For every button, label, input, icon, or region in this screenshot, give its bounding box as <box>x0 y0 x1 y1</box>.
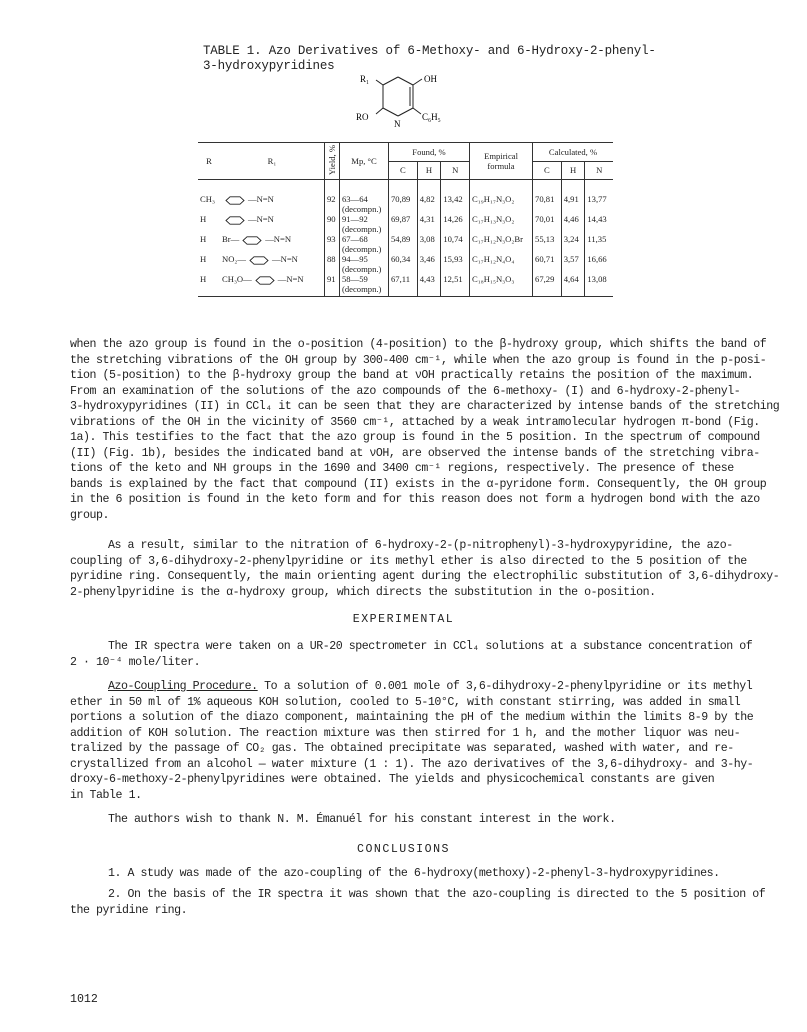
cell-fn: 12,51 <box>441 274 470 297</box>
text-line: From an examination of the solutions of the azo compounds of the 6-methoxy- (I) and 6-hydroxy-2-phenyl- <box>70 384 741 398</box>
text-line: group. <box>70 508 110 522</box>
text-line: 2 · 10⁻⁴ mole/liter. <box>70 655 201 669</box>
cell-yield: 92 <box>325 180 340 215</box>
cell-fn: 14,26 <box>441 214 470 234</box>
mp-value: 94—95 <box>342 254 368 265</box>
text-line: The IR spectra were taken on a UR-20 spectrometer in CCl₄ solutions at a substance concentration of <box>108 640 753 653</box>
mp-value: 67—68 <box>342 234 368 245</box>
table-row <box>198 234 613 254</box>
cell-fc: 70,89 <box>389 180 418 215</box>
cell-fh: 4,31 <box>417 214 441 234</box>
cell-r: H <box>200 234 207 245</box>
cell-fc: 54,89 <box>389 234 418 254</box>
paragraph-ir-spectra <box>70 639 753 670</box>
table-caption-line: 3-hydroxypyridines <box>203 59 335 73</box>
col-header-mp: Mp, °C <box>340 143 389 180</box>
paragraph <box>70 538 780 600</box>
cell-mp <box>340 254 389 274</box>
cell-cc: 70,81 <box>533 180 562 215</box>
cell-formula: C₁₇H₁₂N₃O₂Br <box>470 234 533 254</box>
text-line: tion (5-position) to the β-hydroxy group the band at νOH practically retains the position of the maximum. <box>70 369 754 382</box>
mp-decomp: (decompn.) <box>342 204 382 215</box>
col-header-calculated: Calculated, % <box>533 143 613 162</box>
col-header-found: Found, % <box>389 143 470 162</box>
benzene-ring-icon <box>246 256 272 265</box>
cell-fc: 60,34 <box>389 254 418 274</box>
text-line: bands is explained by the fact that compound (II) exists in the α-pyridone form. Consequently, the OH group <box>70 477 767 491</box>
cell-ch: 3,57 <box>561 254 585 274</box>
col-header-calc-h: H <box>561 161 585 180</box>
text-line: pyridine ring. Consequently, the main orienting agent during the electrophilic substitution of 3,6-dihydroxy- <box>70 570 780 583</box>
structure-n-label: N <box>394 119 401 129</box>
text-line: when the azo group is found in the o-position (4-position) to the β-hydroxy group, which shifts the band of <box>70 338 767 351</box>
cell-fn: 13,42 <box>441 180 470 215</box>
paragraph <box>70 887 766 918</box>
text-line <box>70 679 753 695</box>
text-line: 2. On the basis of the IR spectra it was shown that the azo-coupling is directed to the 5 position of <box>108 888 766 901</box>
cell-fn: 10,74 <box>441 234 470 254</box>
cell-cn: 13,08 <box>585 274 613 297</box>
procedure-title: Azo-Coupling Procedure. <box>108 680 258 693</box>
cell-formula: C₁₈H₁₅N₃O₃ <box>470 274 533 297</box>
cell-r1 <box>220 274 325 297</box>
r1-prefix: Br— <box>222 234 240 245</box>
text-line: 2-phenylpyridine is the α-hydroxy group, which directs the substitution in the o-position. <box>70 585 656 599</box>
text-line: droxy-6-methoxy-2-phenylpyridines were obtained. The yields and physicochemical constants are given <box>70 773 715 786</box>
paragraph-ir-discussion <box>70 337 780 523</box>
table-caption-line: TABLE 1. Azo Derivatives of 6-Methoxy- and 6-Hydroxy-2-phenyl- <box>203 44 656 58</box>
cell-r: H <box>200 254 207 265</box>
text-line: in Table 1. <box>70 788 142 802</box>
cell-cn: 16,66 <box>585 254 613 274</box>
acknowledgment-text: The authors wish to thank N. M. Émanuél for his constant interest in the work. <box>108 813 616 826</box>
cell-fh: 4,43 <box>417 274 441 297</box>
structure-r1-label: R₁ <box>360 74 370 84</box>
table-body <box>198 180 613 297</box>
cell-formula: C₁₇H₁₂N₄O₄ <box>470 254 533 274</box>
col-header-calc-c: C <box>533 161 562 180</box>
pyridine-structure-diagram <box>338 70 468 140</box>
structure-ro-label: RO <box>356 112 369 122</box>
cell-cc: 60,71 <box>533 254 562 274</box>
cell-cc: 70,01 <box>533 214 562 234</box>
mp-decomp: (decompn.) <box>342 264 382 275</box>
r1-suffix: —N=N <box>248 194 274 205</box>
col-header-r1: R₁ <box>220 143 325 180</box>
mp-decomp: (decompn.) <box>342 224 382 235</box>
col-header-r: R <box>198 143 220 180</box>
cell-fh: 3,08 <box>417 234 441 254</box>
text-line: tralized by the passage of CO₂ gas. The obtained precipitate was separated, washed with water, and re- <box>70 742 734 755</box>
cell-r1 <box>220 214 325 234</box>
text-line: tions of the keto and NH groups in the 1690 and 3400 cm⁻¹ regions, respectively. The presence of these <box>70 462 734 475</box>
cell-fh: 3,46 <box>417 254 441 274</box>
mp-decomp: (decompn.) <box>342 284 382 295</box>
text-line: As a result, similar to the nitration of 6-hydroxy-2-(p-nitrophenyl)-3-hydroxypyridine, the azo- <box>108 539 733 552</box>
col-header-found-c: C <box>389 161 418 180</box>
text-line: 3-hydroxypyridines (II) in CCl₄ it can be seen that they are characterized by intense bands of the stretching <box>70 400 780 413</box>
procedure-text: To a solution of 0.001 mole of 3,6-dihydroxy-2-phenylpyridine or its methyl <box>257 680 753 693</box>
cell-yield: 90 <box>325 214 340 234</box>
experimental-heading: EXPERIMENTAL <box>352 613 455 626</box>
col-header-found-h: H <box>417 161 441 180</box>
conclusions-heading: CONCLUSIONS <box>356 843 451 856</box>
r1-suffix: —N=N <box>265 234 292 245</box>
benzene-ring-icon <box>222 216 248 225</box>
cell-cn: 11,35 <box>585 234 613 254</box>
cell-r1 <box>220 254 325 274</box>
text-line: coupling of 3,6-dihydroxy-2-phenylpyridine or its methyl ether is also directed to the 5 position of the <box>70 554 747 568</box>
cell-yield: 93 <box>325 234 340 254</box>
cell-r: H <box>200 214 207 225</box>
structure-oh-label: OH <box>424 74 437 84</box>
benzene-ring-icon <box>252 276 278 285</box>
cell-fn: 15,93 <box>441 254 470 274</box>
table-row <box>198 274 613 297</box>
text-line: ether in 50 ml of 1% aqueous KOH solution, cooled to 5-10°C, with constant stirring, was added in small <box>70 695 741 709</box>
cell-formula: C₁₉H₁₇N₃O₂ <box>470 180 533 215</box>
cell-mp <box>340 274 389 297</box>
cell-fh: 4,82 <box>417 180 441 215</box>
text-line: vibrations of the OH in the vicinity of 3560 cm⁻¹, attached by a weak intramolecular hydrogen π-bond (Fig. <box>70 415 760 429</box>
cell-fc: 69,87 <box>389 214 418 234</box>
paragraph-result <box>70 538 780 600</box>
col-header-empirical: Empirical formula <box>470 143 533 180</box>
cell-mp <box>340 180 389 215</box>
acknowledgment <box>70 812 738 828</box>
cell-ch: 4,46 <box>561 214 585 234</box>
paragraph <box>70 337 780 523</box>
cell-r1 <box>220 234 325 254</box>
structure-c6h5-label: C₆H₅ <box>422 112 441 122</box>
col-header-yield-text: Yield, % <box>327 145 337 176</box>
cell-ch: 4,64 <box>561 274 585 297</box>
text-line: the stretching vibrations of the OH group by 300-400 cm⁻¹, while when the azo group is found in the p-posi- <box>70 353 767 367</box>
paragraph <box>70 639 753 670</box>
mp-value: 91—92 <box>342 214 368 225</box>
benzene-ring-icon <box>239 236 265 245</box>
r1-suffix: —N=N <box>272 254 298 265</box>
r1-suffix: —N=N <box>248 214 274 225</box>
paragraph-procedure <box>70 679 754 803</box>
cell-mp <box>340 234 389 254</box>
paragraph <box>70 679 754 803</box>
cell-formula: C₁₇H₁₃N₃O₂ <box>470 214 533 234</box>
benzene-ring-icon <box>222 196 248 205</box>
cell-r1 <box>220 180 325 215</box>
conclusion-1-text: 1. A study was made of the azo-coupling of the 6-hydroxy(methoxy)-2-phenyl-3-hydroxypyridines. <box>108 867 720 880</box>
text-line: portions a solution of the diazo component, maintaining the pH of the medium within the limits 8-9 by the <box>70 711 754 724</box>
cell-fc: 67,11 <box>389 274 418 297</box>
col-header-found-n: N <box>441 161 470 180</box>
text-line: crystallized from an alcohol — water mixture (1 : 1). The azo derivatives of the 3,6-dihydroxy- and 3-hy- <box>70 757 754 771</box>
text-line: addition of KOH solution. The reaction mixture was then stirred for 1 h, and the mother liquor was neu- <box>70 726 741 740</box>
r1-suffix: —N=N <box>277 274 304 285</box>
col-header-calc-n: N <box>585 161 613 180</box>
r1-prefix: CH₃O— <box>222 274 252 285</box>
mp-value: 58—59 <box>342 274 368 285</box>
cell-cc: 67,29 <box>533 274 562 297</box>
cell-r: H <box>198 274 220 297</box>
cell-yield: 91 <box>325 274 340 297</box>
text-line: in the 6 position is found in the keto form and for this reason does not form a hydrogen bond with the azo <box>70 493 760 506</box>
mp-decomp: (decompn.) <box>342 244 382 255</box>
cell-mp <box>340 214 389 234</box>
cell-ch: 3,24 <box>561 234 585 254</box>
page-number: 1012 <box>70 993 98 1006</box>
cell-cc: 55,13 <box>533 234 562 254</box>
table-row <box>198 180 613 215</box>
cell-r: CH₃ <box>200 194 215 205</box>
cell-cn: 14,43 <box>585 214 613 234</box>
mp-value: 63—64 <box>342 194 368 205</box>
azo-derivatives-table <box>198 142 613 297</box>
text-line: 1a). This testifies to the fact that the azo group is found in the 5 position. In the spectrum of compound <box>70 431 760 444</box>
cell-yield: 88 <box>325 254 340 274</box>
table-row <box>198 254 613 274</box>
r1-prefix: NO₂— <box>222 254 247 265</box>
cell-cn: 13,77 <box>585 180 613 215</box>
col-header-yield <box>325 143 340 180</box>
text-line: (II) (Fig. 1b), besides the indicated band at νOH, are observed the intense bands of the stretching vibra- <box>70 446 760 460</box>
conclusion-2 <box>70 887 766 918</box>
conclusion-1 <box>70 866 738 882</box>
text-line: the pyridine ring. <box>70 903 188 917</box>
table-row <box>198 214 613 234</box>
cell-ch: 4,91 <box>561 180 585 215</box>
